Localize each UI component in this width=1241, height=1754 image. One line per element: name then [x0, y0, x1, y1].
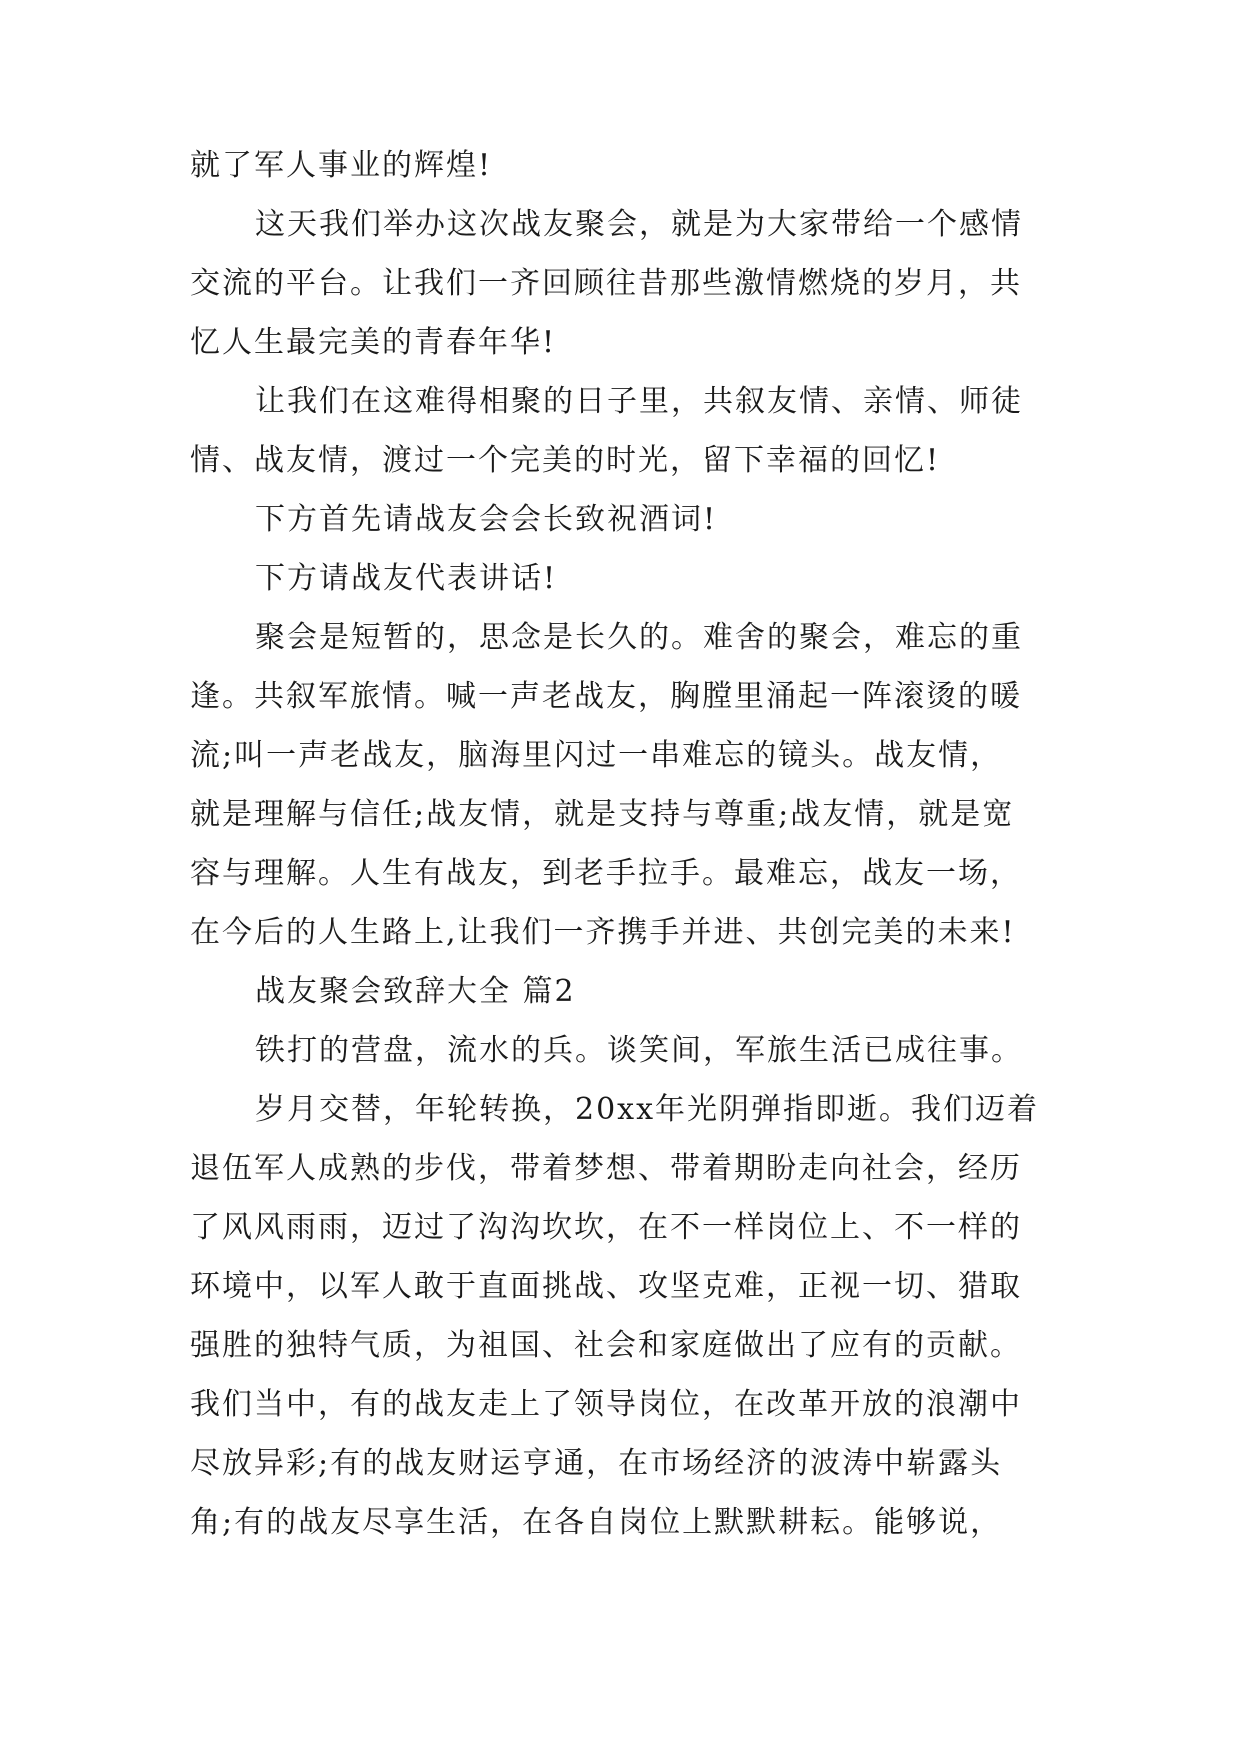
text-line: 我们当中，有的战友走上了领导岗位，在改革开放的浪潮中 [190, 1387, 1022, 1422]
text-line: 逢。共叙军旅情。喊一声老战友，胸膛里涌起一阵滚烫的暖 [190, 679, 1022, 714]
paragraph-start-line: 下方请战友代表讲话! [255, 561, 558, 596]
text-line: 就是理解与信任;战友情，就是支持与尊重;战友情，就是宽 [190, 797, 1015, 832]
paragraph-start-line: 下方首先请战友会会长致祝酒词! [255, 502, 718, 537]
paragraph-start-line: 聚会是短暂的，思念是长久的。难舍的聚会，难忘的重 [255, 620, 1023, 655]
text-line: 流;叫一声老战友，脑海里闪过一串难忘的镜头。战友情， [190, 738, 1003, 773]
text-line: 就了军人事业的辉煌! [190, 148, 493, 183]
paragraph-start-line: 铁打的营盘，流水的兵。谈笑间，军旅生活已成往事。 [255, 1033, 1023, 1068]
text-line: 强胜的独特气质，为祖国、社会和家庭做出了应有的贡献。 [190, 1328, 1022, 1363]
paragraph-start-line: 让我们在这难得相聚的日子里，共叙友情、亲情、师徒 [255, 384, 1023, 419]
text-line: 在今后的人生路上,让我们一齐携手并进、共创完美的未来! [190, 915, 1016, 950]
text-line: 忆人生最完美的青春年华! [190, 325, 557, 360]
text-line: 环境中，以军人敢于直面挑战、攻坚克难，正视一切、猎取 [190, 1269, 1022, 1304]
text-line: 情、战友情，渡过一个完美的时光，留下幸福的回忆! [190, 443, 941, 478]
paragraph-start-line: 这天我们举办这次战友聚会，就是为大家带给一个感情 [255, 207, 1023, 242]
paragraph-start-line: 岁月交替，年轮转换，20xx年光阴弹指即逝。我们迈着 [255, 1092, 1040, 1127]
text-line: 容与理解。人生有战友，到老手拉手。最难忘，战友一场， [190, 856, 1022, 891]
text-line: 尽放异彩;有的战友财运亨通，在市场经济的波涛中崭露头 [190, 1446, 1003, 1481]
text-line: 了风风雨雨，迈过了沟沟坎坎，在不一样岗位上、不一样的 [190, 1210, 1022, 1245]
text-line: 退伍军人成熟的步伐，带着梦想、带着期盼走向社会，经历 [190, 1151, 1022, 1186]
text-line: 角;有的战友尽享生活，在各自岗位上默默耕耘。能够说， [190, 1505, 1003, 1540]
text-line: 交流的平台。让我们一齐回顾往昔那些激情燃烧的岁月，共 [190, 266, 1022, 301]
section-heading: 战友聚会致辞大全 篇2 [255, 974, 576, 1009]
